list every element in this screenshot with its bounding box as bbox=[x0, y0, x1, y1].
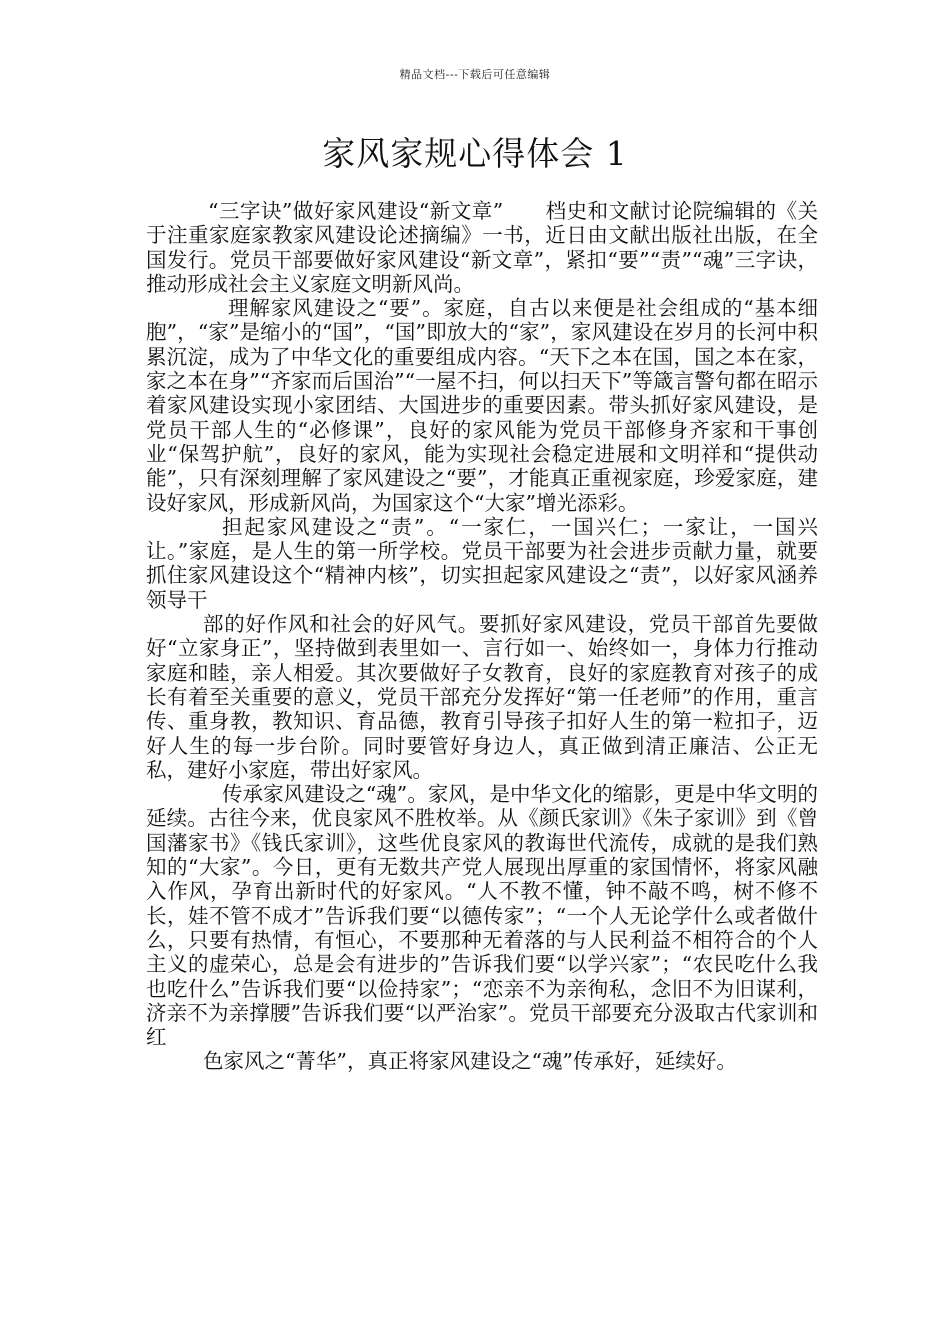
paragraph-responsibility: 担起家风建设之“责”。“一家仁，一国兴仁；一家让，一国兴让。”家庭，是人生的第一所学校。党员干部要为社会进步贡献力量，就要抓住家风建设这个“精神内核”，切实担起家风建设之“责”，以好家风涵养领导干 bbox=[146, 514, 818, 612]
header-note: 精品文档---下载后可任意编辑 bbox=[399, 68, 551, 81]
paragraph-responsibility-continued: 部的好作风和社会的好风气。要抓好家风建设，党员干部首先要做好“立家身正”，坚持做到表里如一、言行如一、始终如一，身体力行推动家庭和睦，亲人相爱。其次要做好子女教育，良好的家庭教育对孩子的成长有着至关重要的意义，党员干部充分发挥好“第一任老师”的作用，重言传、重身教，教知识、育品德，教育引导孩子扣好人生的第一粒扣子，迈好人生的每一步台阶。同时要管好身边人，真正做到清正廉洁、公正无私，建好小家庭，带出好家风。 bbox=[146, 612, 818, 782]
paragraph-importance: 理解家风建设之“要”。家庭，自古以来便是社会组成的“基本细胞”，“家”是缩小的“国”，“国”即放大的“家”，家风建设在岁月的长河中积累沉淀，成为了中华文化的重要组成内容。“天下之本在国，国之本在家，家之本在身”“齐家而后国治”“一屋不扫，何以扫天下”等箴言警句都在昭示着家风建设实现小家团结、大国进步的重要因素。带头抓好家风建设，是党员干部人生的“必修课”，良好的家风能为党员干部修身齐家和干事创业“保驾护航”，良好的家风，能为实现社会稳定进展和文明祥和“提供动能”，只有深刻理解了家风建设之“要”，才能真正重视家庭，珍爱家庭，建设好家风，形成新风尚，为国家这个“大家”增光添彩。 bbox=[146, 296, 818, 515]
document-body bbox=[146, 199, 818, 1074]
paragraph-soul-continued: 色家风之“菁华”，真正将家风建设之“魂”传承好，延续好。 bbox=[203, 1049, 737, 1074]
page-title: 家风家规心得体会 1 bbox=[322, 134, 628, 173]
paragraph-intro: “三字诀”做好家风建设“新文章” 档史和文献讨论院编辑的《关于注重家庭家教家风建设论述摘编》一书，近日由文献出版社出版，在全国发行。党员干部要做好家风建设“新文章”，紧扣“要”“责”“魂”三字诀，推动形成社会主义家庭文明新风尚。 bbox=[146, 199, 818, 296]
paragraph-soul: 传承家风建设之“魂”。家风，是中华文化的缩影，更是中华文明的延续。古往今来，优良家风不胜枚举。从《颜氏家训》《朱子家训》到《曾国藩家书》《钱氏家训》，这些优良家风的教诲世代流传，成就的是我们熟知的“大家”。今日，更有无数共产党人展现出厚重的家国情怀，将家风融入作风，孕育出新时代的好家风。“人不教不懂，钟不敲不鸣，树不修不长，娃不管不成才”告诉我们要“以德传家”；“一个人无论学什么或者做什么，只要有热情，有恒心，不要那种无着落的与人民利益不相符合的个人主义的虚荣心，总是会有进步的”告诉我们要“以学兴家”；“农民吃什么我也吃什么”告诉我们要“以俭持家”；“恋亲不为亲徇私，念旧不为旧谋利，济亲不为亲撑腰”告诉我们要“以严治家”。党员干部要充分汲取古代家训和红 bbox=[146, 782, 818, 1050]
